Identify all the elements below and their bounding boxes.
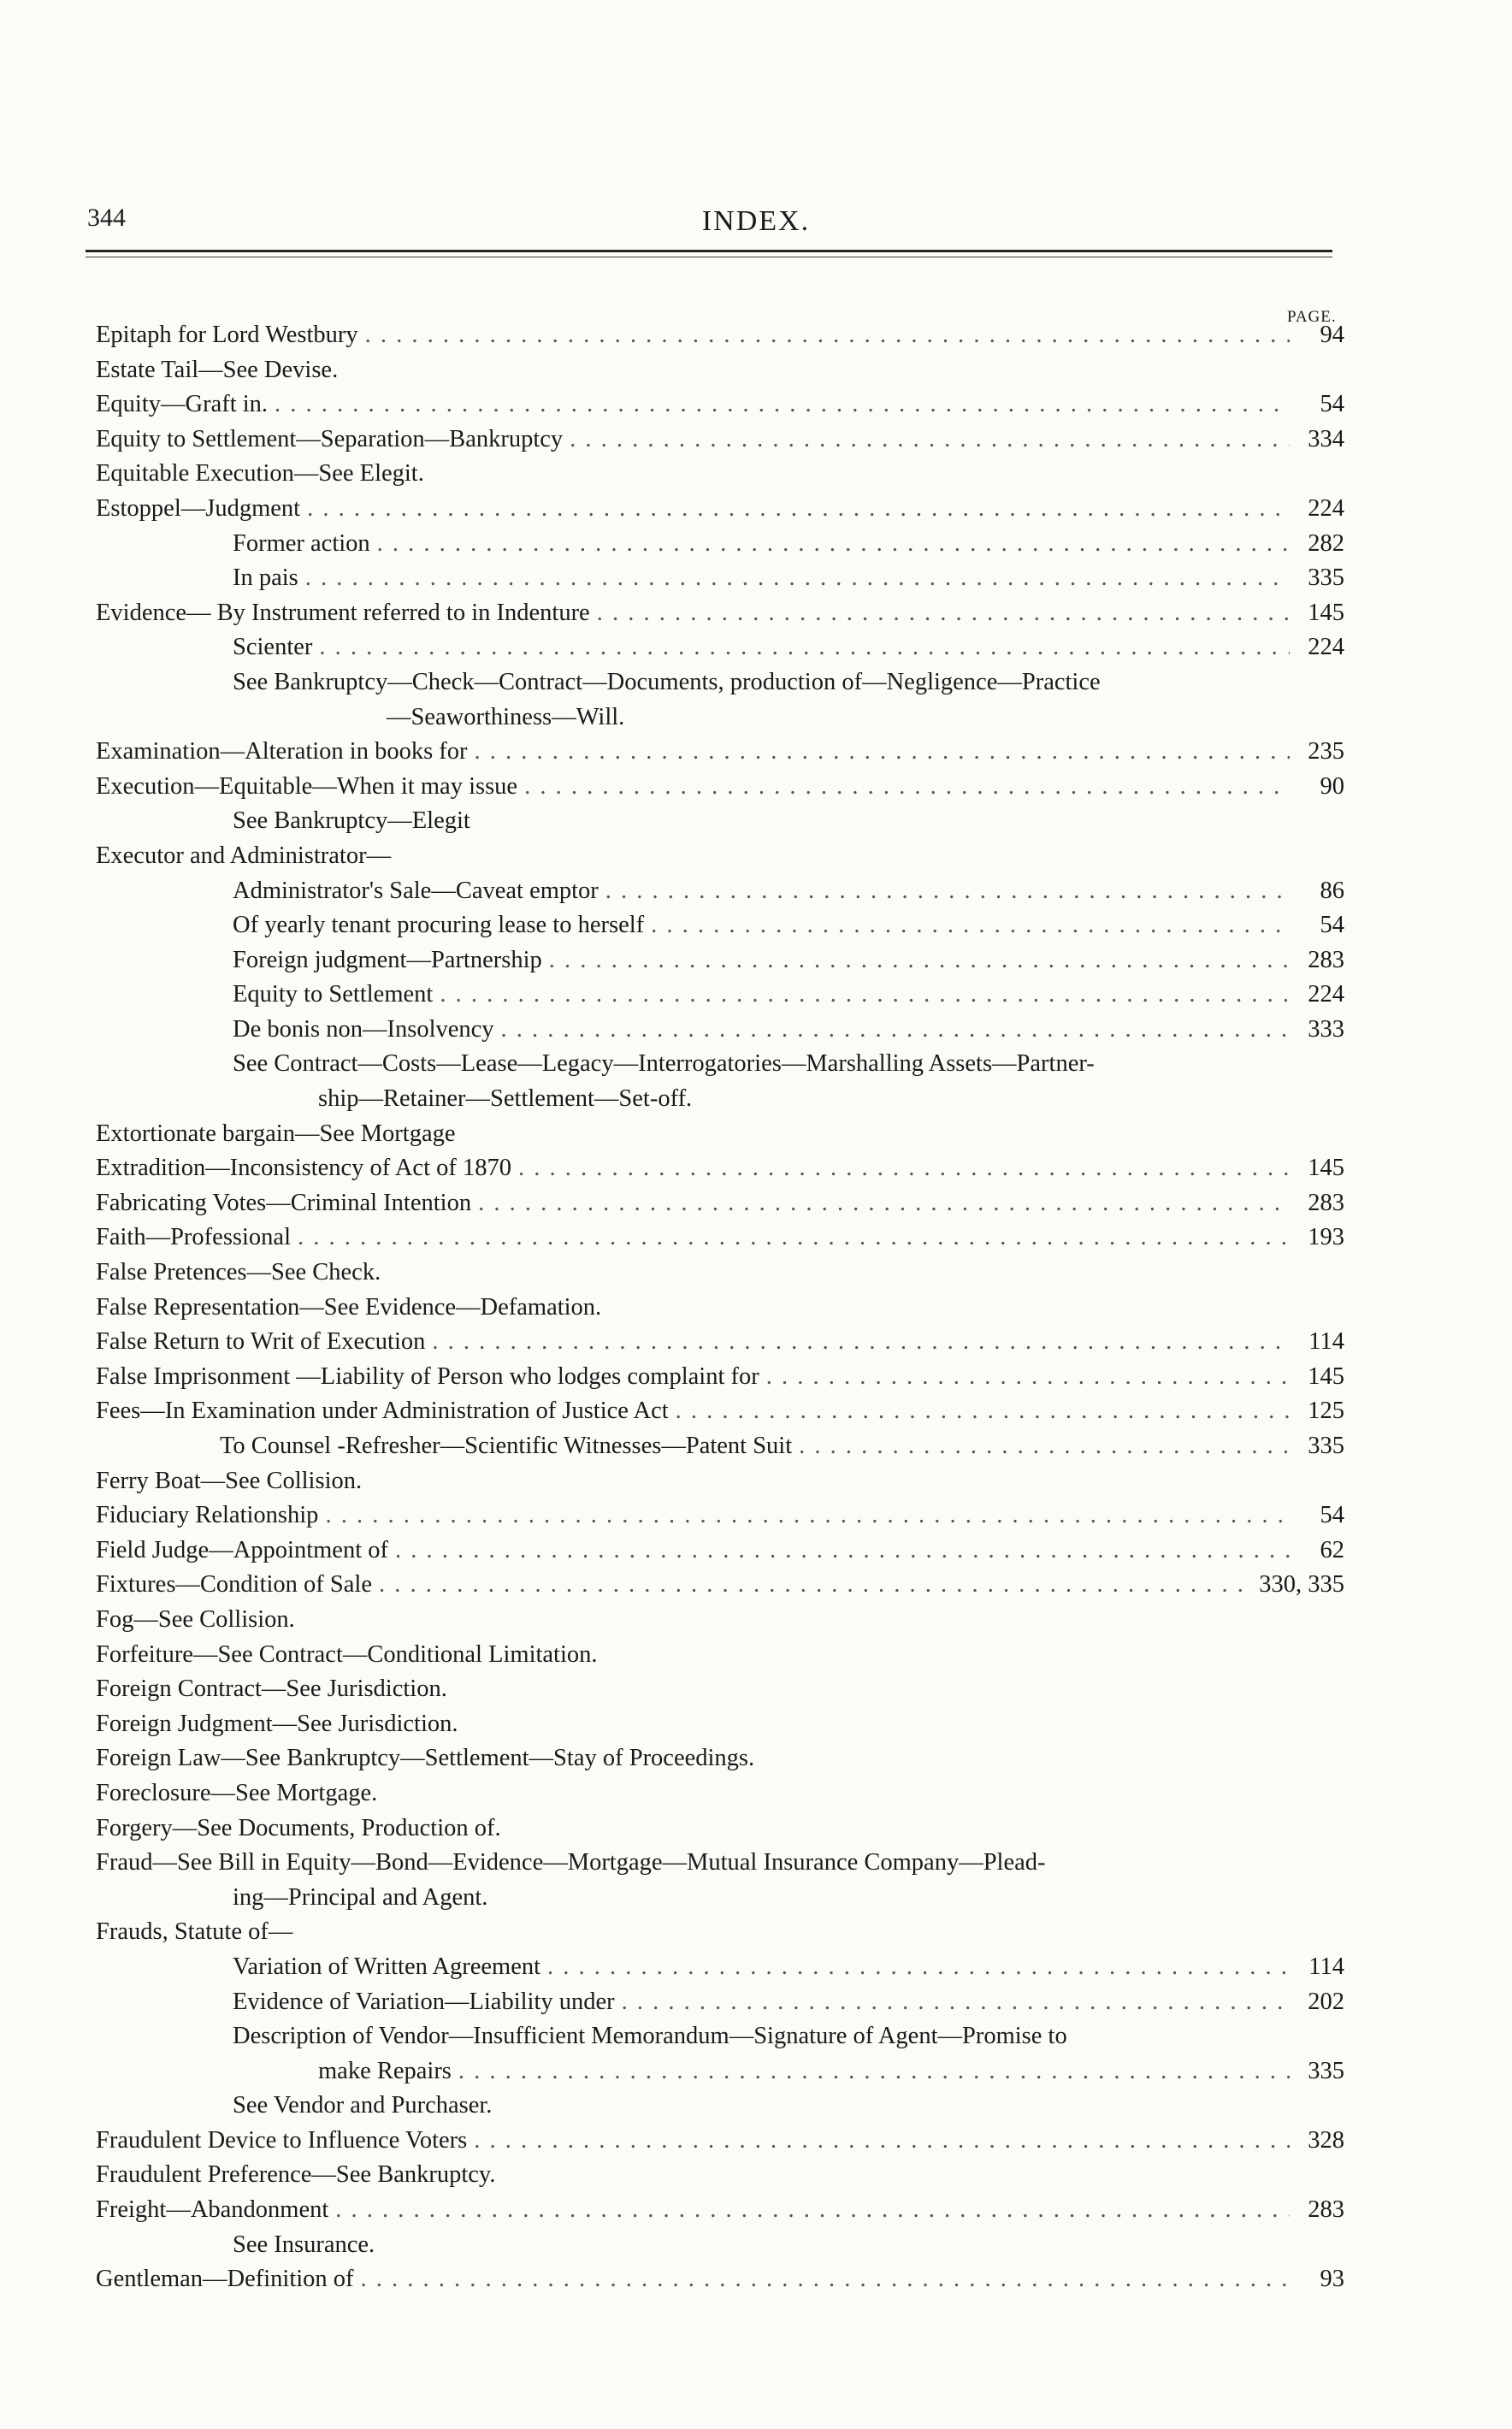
entry-text: Examination—Alteration in books for — [96, 738, 468, 765]
entry-text: False Representation—See Evidence—Defamation. — [96, 1293, 602, 1321]
entry-page-number: 283 — [1308, 2196, 1344, 2224]
entry-page-number: 125 — [1308, 1398, 1344, 1425]
entry-text: False Imprisonment —Liability of Person who lodges complaint for — [96, 1362, 759, 1390]
entry-text: —Seaworthiness—Will. — [387, 703, 625, 730]
entry-page-number: 282 — [1308, 529, 1344, 557]
entry-text: Foreign Contract—See Jurisdiction. — [96, 1675, 447, 1703]
entry-text: False Return to Writ of Execution — [96, 1328, 426, 1356]
index-entry — [96, 1603, 1344, 1638]
entry-text: See Vendor and Purchaser. — [233, 2092, 493, 2119]
index-entry — [96, 527, 1344, 562]
dot-leader — [547, 1950, 1290, 1985]
dot-leader — [676, 1394, 1290, 1429]
index-entry — [96, 353, 1344, 388]
entry-text: ing—Principal and Agent. — [233, 1883, 488, 1911]
entry-text: ship—Retainer—Settlement—Set-off. — [318, 1085, 693, 1113]
dot-leader — [319, 630, 1290, 665]
index-entry — [96, 1220, 1344, 1256]
entry-text: Estate Tail—See Devise. — [96, 356, 339, 383]
index-entry — [96, 1881, 1344, 1916]
entry-page-number: 54 — [1320, 912, 1344, 939]
entry-text: Fraudulent Preference—See Bankruptcy. — [96, 2161, 496, 2189]
index-entry — [96, 457, 1344, 492]
index-entry — [96, 1985, 1344, 2020]
entry-text: Extortionate bargain—See Mortgage — [96, 1120, 456, 1147]
index-entry — [96, 1291, 1344, 1326]
entry-text: Gentleman—Definition of — [96, 2266, 354, 2293]
dot-leader — [605, 874, 1290, 909]
index-entry — [96, 1394, 1344, 1429]
index-entry — [96, 770, 1344, 805]
entry-text: Extradition—Inconsistency of Act of 1870 — [96, 1155, 511, 1182]
entry-text: Foreign Judgment—See Jurisdiction. — [96, 1710, 458, 1737]
entry-text: Foreclosure—See Mortgage. — [96, 1779, 378, 1806]
entry-text: Description of Vendor—Insufficient Memorandum—Signature of Agent—Promise to — [233, 2023, 1067, 2050]
dot-leader — [651, 908, 1290, 943]
index-entry — [96, 561, 1344, 596]
index-entry — [96, 1360, 1344, 1395]
entry-page-number: 86 — [1320, 877, 1344, 904]
index-entry — [96, 978, 1344, 1013]
dot-leader — [432, 1325, 1290, 1360]
index-entry — [96, 1534, 1344, 1569]
dot-leader — [298, 1220, 1290, 1256]
dot-leader — [524, 770, 1290, 805]
entry-text: Evidence— By Instrument referred to in Indenture — [96, 599, 590, 626]
index-entry — [96, 1950, 1344, 1985]
entry-text: Fabricating Votes—Criminal Intention — [96, 1189, 472, 1216]
index-entry — [96, 1047, 1344, 1082]
dot-leader — [365, 318, 1290, 353]
index-entry — [96, 387, 1344, 423]
entry-text: Foreign Law—See Bankruptcy—Settlement—Stay of Proceedings. — [96, 1745, 755, 1772]
dot-leader — [501, 1013, 1290, 1048]
dot-leader — [597, 596, 1290, 631]
index-entry — [96, 2124, 1344, 2159]
index-entry — [96, 2262, 1344, 2297]
entry-page-number: 335 — [1308, 1433, 1344, 1459]
entry-page-number: 193 — [1308, 1224, 1344, 1251]
index-entry — [96, 1741, 1344, 1776]
index-entries — [96, 318, 1344, 2297]
entry-text: Forfeiture—See Contract—Conditional Limitation. — [96, 1640, 598, 1668]
entry-page-number: 94 — [1320, 322, 1344, 348]
index-entry — [96, 1707, 1344, 1742]
entry-text: Faith—Professional — [96, 1224, 291, 1251]
index-entry — [96, 596, 1344, 631]
dot-leader — [478, 1186, 1290, 1221]
index-entry — [96, 1256, 1344, 1291]
entry-page-number: 333 — [1308, 1015, 1344, 1043]
index-entry — [96, 1117, 1344, 1152]
entry-text: Frauds, Statute of— — [96, 1918, 293, 1946]
index-entry — [96, 804, 1344, 839]
entry-text: See Bankruptcy—Elegit — [233, 807, 470, 835]
index-entry — [96, 1186, 1344, 1221]
index-entry — [96, 1429, 1344, 1464]
entry-page-number: 145 — [1308, 599, 1344, 626]
index-entry — [96, 1498, 1344, 1534]
entry-text: Equity to Settlement — [233, 981, 434, 1008]
index-entry — [96, 1915, 1344, 1950]
dot-leader — [799, 1429, 1290, 1464]
index-entry — [96, 1082, 1344, 1117]
entry-text: Execution—Equitable—When it may issue — [96, 772, 518, 800]
entry-page-number: 54 — [1320, 391, 1344, 418]
dot-leader — [549, 943, 1290, 978]
entry-text: Freight—Abandonment — [96, 2196, 329, 2224]
entry-text: Epitaph for Lord Westbury — [96, 322, 358, 348]
entry-text: Equitable Execution—See Elegit. — [96, 460, 424, 488]
page-number: 344 — [87, 204, 126, 232]
entry-text: Former action — [233, 529, 370, 557]
entry-page-number: 224 — [1308, 494, 1344, 522]
dot-leader — [395, 1534, 1290, 1569]
entry-page-number: 202 — [1308, 1988, 1344, 2015]
entry-text: Ferry Boat—See Collision. — [96, 1467, 363, 1494]
entry-page-number: 328 — [1308, 2126, 1344, 2154]
entry-text: To Counsel -Refresher—Scientific Witnesses—Patent Suit — [220, 1433, 793, 1459]
entry-text: See Contract—Costs—Lease—Legacy—Interrogatories—Marshalling Assets—Partner- — [233, 1050, 1095, 1078]
index-entry — [96, 2019, 1344, 2054]
index-entry — [96, 1325, 1344, 1360]
index-entry — [96, 2193, 1344, 2228]
entry-page-number: 114 — [1308, 1328, 1344, 1356]
dot-leader — [307, 492, 1290, 527]
entry-text: De bonis non—Insolvency — [233, 1015, 494, 1043]
entry-page-number: 235 — [1308, 738, 1344, 765]
index-entry — [96, 630, 1344, 665]
index-entry — [96, 2089, 1344, 2124]
entry-text: See Bankruptcy—Check—Contract—Documents, production of—Negligence—Practice — [233, 668, 1101, 695]
dot-leader — [325, 1498, 1290, 1534]
entry-page-number: 62 — [1320, 1536, 1344, 1563]
dot-leader — [361, 2262, 1290, 2297]
index-entry — [96, 874, 1344, 909]
entry-text: Fees—In Examination under Administration of Justice Act — [96, 1398, 669, 1425]
index-entry — [96, 423, 1344, 458]
index-entry — [96, 665, 1344, 700]
entry-page-number: 334 — [1308, 425, 1344, 452]
entry-text: In pais — [233, 564, 298, 592]
index-entry — [96, 1638, 1344, 1673]
index-entry — [96, 735, 1344, 770]
index-entry — [96, 492, 1344, 527]
index-entry — [96, 839, 1344, 874]
dot-leader — [570, 423, 1290, 458]
entry-page-number: 335 — [1308, 2057, 1344, 2084]
entry-page-number: 224 — [1308, 634, 1344, 661]
entry-page-number: 90 — [1320, 772, 1344, 800]
entry-text: Of yearly tenant procuring lease to herself — [233, 912, 645, 939]
entry-text: Equity—Graft in. — [96, 391, 269, 418]
dot-leader — [377, 527, 1290, 562]
entry-text: See Insurance. — [233, 2231, 375, 2258]
entry-text: Scienter — [233, 634, 313, 661]
entry-text: Forgery—See Documents, Production of. — [96, 1814, 501, 1841]
index-entry — [96, 943, 1344, 978]
entry-text: Fraud—See Bill in Equity—Bond—Evidence—Mortgage—Mutual Insurance Company—Plead- — [96, 1849, 1046, 1876]
entry-text: Administrator's Sale—Caveat emptor — [233, 877, 599, 904]
index-entry — [96, 908, 1344, 943]
index-entry — [96, 1846, 1344, 1881]
index-entry — [96, 1151, 1344, 1186]
index-entry — [96, 1464, 1344, 1499]
entry-text: Equity to Settlement—Separation—Bankruptcy — [96, 425, 564, 452]
dot-leader — [335, 2193, 1290, 2228]
entry-page-number: 335 — [1308, 564, 1344, 592]
dot-leader — [474, 2124, 1290, 2159]
entry-page-number: 93 — [1320, 2266, 1344, 2293]
entry-page-number: 145 — [1308, 1362, 1344, 1390]
entry-page-number: 283 — [1308, 946, 1344, 973]
index-entry — [96, 1776, 1344, 1811]
dot-leader — [766, 1360, 1290, 1395]
entry-page-number: 224 — [1308, 981, 1344, 1008]
entry-text: Field Judge—Appointment of — [96, 1536, 388, 1563]
index-entry — [96, 1013, 1344, 1048]
dot-leader — [275, 387, 1290, 423]
entry-text: Fraudulent Device to Influence Voters — [96, 2126, 468, 2154]
entry-page-number: 283 — [1308, 1189, 1344, 1216]
entry-text: Foreign judgment—Partnership — [233, 946, 542, 973]
index-entry — [96, 700, 1344, 736]
running-head-title: INDEX. — [701, 205, 811, 237]
dot-leader — [305, 561, 1290, 596]
dot-leader — [458, 2054, 1290, 2089]
entry-text: Evidence of Variation—Liability under — [233, 1988, 615, 2015]
entry-text: Fiduciary Relationship — [96, 1502, 319, 1529]
index-entry — [96, 318, 1344, 353]
dot-leader — [440, 978, 1290, 1013]
index-entry — [96, 2054, 1344, 2089]
index-entry — [96, 2158, 1344, 2193]
entry-page-number: 54 — [1320, 1502, 1344, 1529]
dot-leader — [518, 1151, 1290, 1186]
entry-text: Variation of Written Agreement — [233, 1953, 541, 1980]
index-entry — [96, 1811, 1344, 1847]
entry-text: Fog—See Collision. — [96, 1605, 295, 1633]
entry-text: False Pretences—See Check. — [96, 1259, 381, 1286]
dot-leader — [379, 1568, 1252, 1603]
entry-page-number: 330, 335 — [1259, 1571, 1344, 1599]
entry-text: Executor and Administrator— — [96, 842, 392, 869]
entry-text: Estoppel—Judgment — [96, 494, 301, 522]
page-column-label: PAGE. — [1287, 308, 1337, 326]
index-entry — [96, 2228, 1344, 2263]
entry-text: make Repairs — [318, 2057, 452, 2084]
index-entry — [96, 1568, 1344, 1603]
dot-leader — [475, 735, 1290, 770]
index-entry — [96, 1672, 1344, 1707]
entry-page-number: 114 — [1308, 1953, 1344, 1980]
entry-text: Fixtures—Condition of Sale — [96, 1571, 372, 1599]
header-rule-thick — [86, 250, 1332, 252]
entry-page-number: 145 — [1308, 1155, 1344, 1182]
dot-leader — [622, 1985, 1290, 2020]
